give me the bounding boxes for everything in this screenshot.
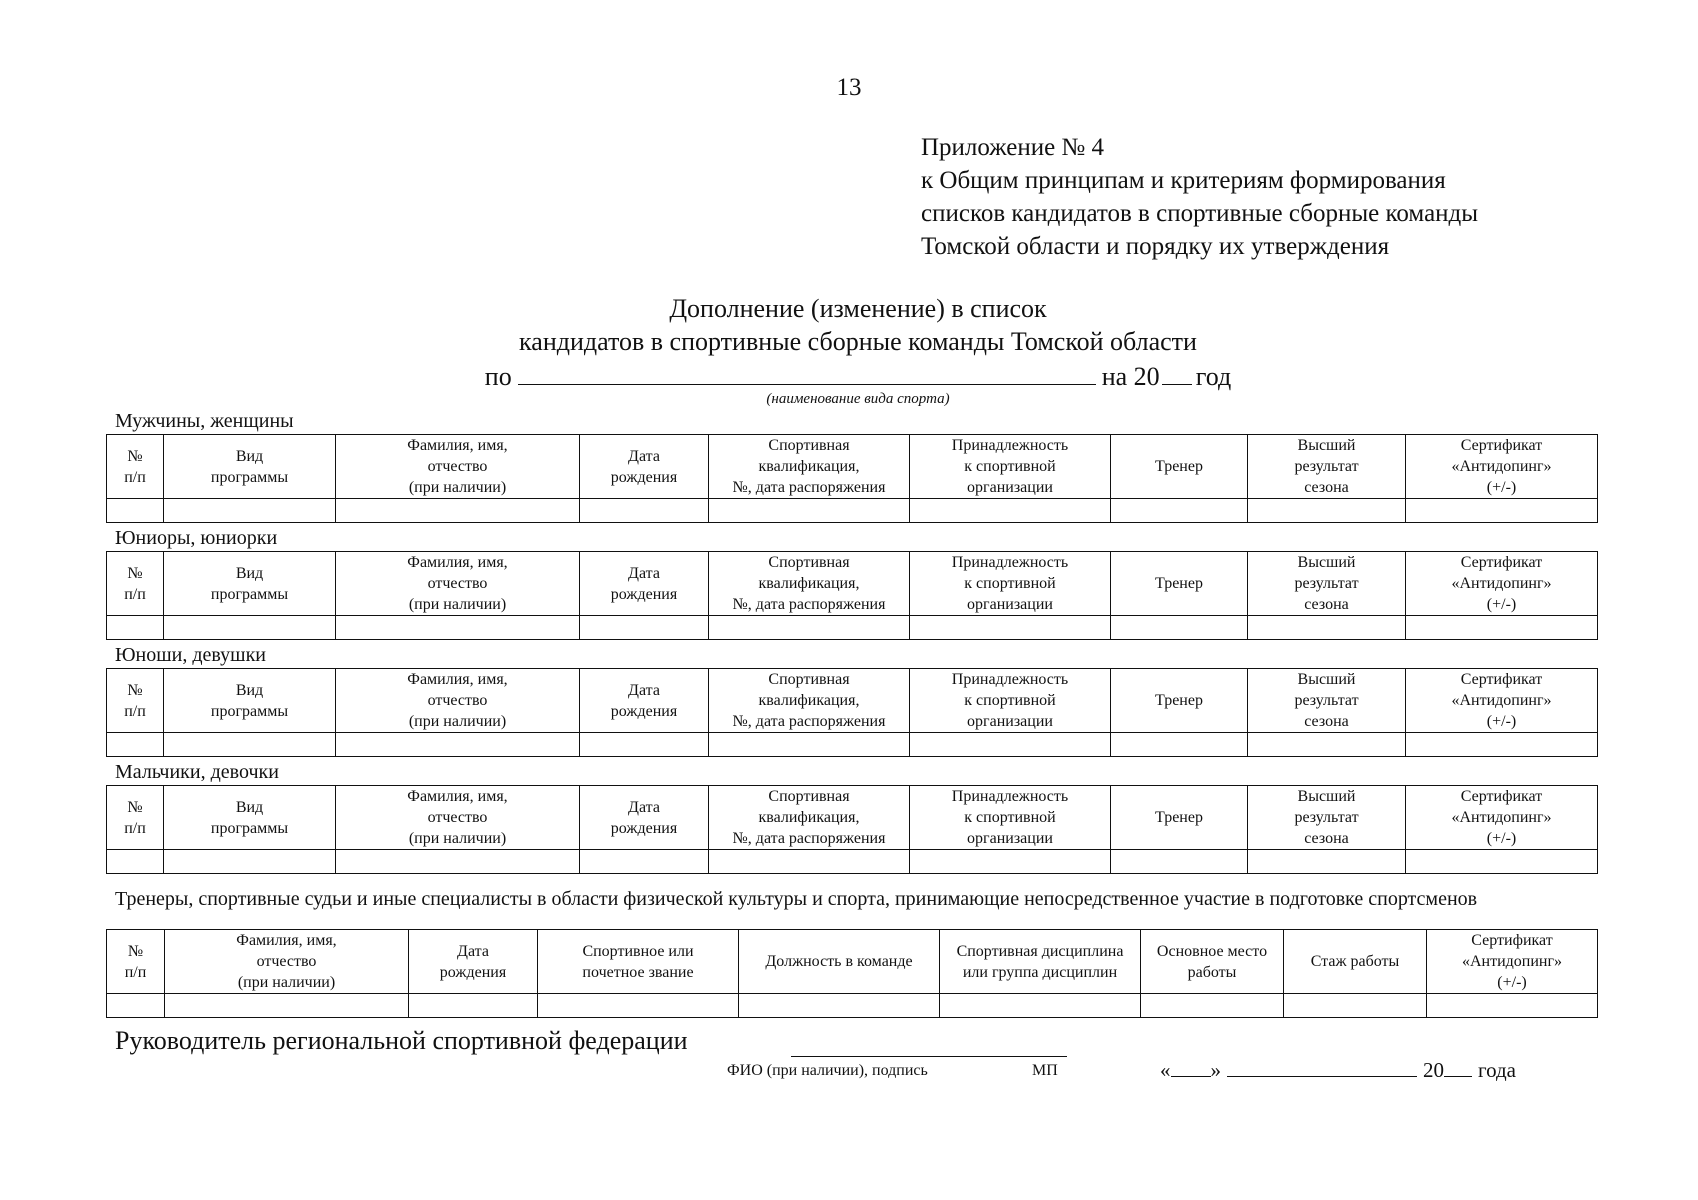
empty-cell[interactable]: [1111, 499, 1248, 523]
col-full-name: Фамилия, имя, отчество (при наличии): [336, 669, 580, 733]
empty-cell[interactable]: [739, 994, 940, 1018]
empty-cell[interactable]: [1427, 994, 1598, 1018]
empty-cell[interactable]: [409, 994, 538, 1018]
col-best-result: Высший результат сезона: [1248, 786, 1406, 850]
year-blank: [1162, 358, 1192, 385]
empty-cell[interactable]: [1248, 616, 1406, 640]
col-antidoping: Сертификат «Антидопинг» (+/-): [1406, 552, 1598, 616]
table-row: [107, 850, 1598, 874]
empty-cell[interactable]: [107, 994, 165, 1018]
empty-cell[interactable]: [1406, 850, 1598, 874]
appendix-line-2: к Общим принципам и критериям формирования: [921, 167, 1446, 194]
col-best-result: Высший результат сезона: [1248, 435, 1406, 499]
signature-label: Руководитель региональной спортивной федерации: [115, 1026, 688, 1055]
empty-cell[interactable]: [580, 733, 709, 757]
table-juniors: [106, 551, 1598, 640]
col-best-result: Высший результат сезона: [1248, 669, 1406, 733]
title-line-3: [0, 358, 1698, 393]
title-year-prefix: на 20: [1101, 362, 1160, 391]
fio-signature-caption: ФИО (при наличии), подпись: [727, 1062, 928, 1079]
col-organization: Принадлежность к спортивной организации: [910, 552, 1111, 616]
col-antidoping: Сертификат «Антидопинг» (+/-): [1427, 930, 1598, 994]
title-line-1: Дополнение (изменение) в список: [669, 294, 1047, 323]
day-blank: [1171, 1058, 1211, 1077]
table-row: [107, 499, 1598, 523]
section-label-juniors: Юниоры, юниорки: [115, 527, 278, 549]
col-full-name: Фамилия, имя, отчество (при наличии): [336, 786, 580, 850]
col-position: Должность в команде: [739, 930, 940, 994]
empty-cell[interactable]: [538, 994, 739, 1018]
appendix-line-4: Томской области и порядку их утверждения: [921, 233, 1390, 260]
date-year-prefix: 20: [1423, 1058, 1444, 1082]
table-men: [106, 434, 1598, 523]
empty-cell[interactable]: [336, 616, 580, 640]
col-birth-date: Дата рождения: [409, 930, 538, 994]
empty-cell[interactable]: [910, 616, 1111, 640]
section-label-men: Мужчины, женщины: [115, 410, 294, 432]
title-po: по: [484, 362, 512, 391]
col-coach: Тренер: [1111, 435, 1248, 499]
table-children: [106, 785, 1598, 874]
empty-cell[interactable]: [1406, 616, 1598, 640]
col-antidoping: Сертификат «Антидопинг» (+/-): [1406, 786, 1598, 850]
col-experience: Стаж работы: [1284, 930, 1427, 994]
section-label-youth: Юноши, девушки: [115, 644, 266, 666]
empty-cell[interactable]: [910, 499, 1111, 523]
stamp-caption: МП: [1032, 1062, 1058, 1079]
document-title: [0, 292, 1698, 393]
empty-cell[interactable]: [1248, 733, 1406, 757]
empty-cell[interactable]: [1284, 994, 1427, 1018]
section-label-trainers: Тренеры, спортивные судьи и иные специалисты в области физической культуры и спорта, принимающие непосредственное участие в подготовке спортсменов: [115, 888, 1478, 910]
sport-name-blank: [518, 358, 1096, 385]
empty-cell[interactable]: [1248, 850, 1406, 874]
empty-cell[interactable]: [1111, 850, 1248, 874]
empty-cell[interactable]: [107, 850, 164, 874]
empty-cell[interactable]: [580, 616, 709, 640]
col-birth-date: Дата рождения: [580, 786, 709, 850]
col-organization: Принадлежность к спортивной организации: [910, 786, 1111, 850]
col-birth-date: Дата рождения: [580, 669, 709, 733]
col-qualification: Спортивная квалификация, №, дата распоряжения: [709, 786, 910, 850]
empty-cell[interactable]: [709, 616, 910, 640]
empty-cell[interactable]: [1111, 616, 1248, 640]
year-blank: [1444, 1058, 1472, 1077]
col-coach: Тренер: [1111, 786, 1248, 850]
signature-blank: [791, 1056, 1067, 1057]
appendix-line-1: Приложение № 4: [921, 134, 1105, 161]
empty-cell[interactable]: [165, 994, 409, 1018]
col-full-name: Фамилия, имя, отчество (при наличии): [336, 435, 580, 499]
date-open-quote: «: [1160, 1058, 1171, 1082]
col-program: Вид программы: [164, 435, 336, 499]
col-discipline: Спортивная дисциплина или группа дисциплин: [940, 930, 1141, 994]
appendix-line-3: списков кандидатов в спортивные сборные команды: [921, 200, 1479, 227]
empty-cell[interactable]: [164, 499, 336, 523]
empty-cell[interactable]: [107, 499, 164, 523]
empty-cell[interactable]: [1406, 499, 1598, 523]
col-qualification: Спортивная квалификация, №, дата распоряжения: [709, 669, 910, 733]
empty-cell[interactable]: [107, 733, 164, 757]
empty-cell[interactable]: [910, 850, 1111, 874]
col-number: № п/п: [107, 552, 164, 616]
empty-cell[interactable]: [1248, 499, 1406, 523]
empty-cell[interactable]: [336, 733, 580, 757]
col-number: № п/п: [107, 786, 164, 850]
col-workplace: Основное место работы: [1141, 930, 1284, 994]
col-coach: Тренер: [1111, 552, 1248, 616]
col-program: Вид программы: [164, 786, 336, 850]
col-organization: Принадлежность к спортивной организации: [910, 435, 1111, 499]
empty-cell[interactable]: [336, 499, 580, 523]
col-birth-date: Дата рождения: [580, 435, 709, 499]
col-organization: Принадлежность к спортивной организации: [910, 669, 1111, 733]
empty-cell[interactable]: [164, 733, 336, 757]
empty-cell[interactable]: [910, 733, 1111, 757]
date-year-suffix: года: [1478, 1058, 1516, 1082]
title-line-2: кандидатов в спортивные сборные команды Томской области: [519, 327, 1197, 356]
date-close-quote: »: [1210, 1058, 1221, 1082]
sport-name-hint: (наименование вида спорта): [766, 391, 950, 407]
col-program: Вид программы: [164, 552, 336, 616]
col-full-name: Фамилия, имя, отчество (при наличии): [336, 552, 580, 616]
col-program: Вид программы: [164, 669, 336, 733]
empty-cell[interactable]: [580, 499, 709, 523]
empty-cell[interactable]: [1141, 994, 1284, 1018]
col-antidoping: Сертификат «Антидопинг» (+/-): [1406, 669, 1598, 733]
empty-cell[interactable]: [709, 499, 910, 523]
table-trainers: [106, 929, 1598, 1018]
col-title: Спортивное или почетное звание: [538, 930, 739, 994]
page-number: 13: [836, 74, 862, 101]
col-coach: Тренер: [1111, 669, 1248, 733]
col-full-name: Фамилия, имя, отчество (при наличии): [165, 930, 409, 994]
empty-cell[interactable]: [940, 994, 1141, 1018]
empty-cell[interactable]: [709, 733, 910, 757]
col-birth-date: Дата рождения: [580, 552, 709, 616]
month-blank: [1227, 1058, 1417, 1077]
title-year-suffix: год: [1195, 362, 1232, 391]
col-number: № п/п: [107, 669, 164, 733]
table-row: [107, 733, 1598, 757]
section-label-children: Мальчики, девочки: [115, 761, 279, 783]
col-number: № п/п: [107, 930, 165, 994]
empty-cell[interactable]: [164, 616, 336, 640]
col-qualification: Спортивная квалификация, №, дата распоряжения: [709, 552, 910, 616]
col-antidoping: Сертификат «Антидопинг» (+/-): [1406, 435, 1598, 499]
table-row: [107, 994, 1598, 1018]
col-qualification: Спортивная квалификация, №, дата распоряжения: [709, 435, 910, 499]
date-field: [1160, 1058, 1516, 1083]
appendix-header: [921, 131, 1478, 263]
table-youth: [106, 668, 1598, 757]
empty-cell[interactable]: [580, 850, 709, 874]
empty-cell[interactable]: [336, 850, 580, 874]
empty-cell[interactable]: [709, 850, 910, 874]
col-number: № п/п: [107, 435, 164, 499]
empty-cell[interactable]: [164, 850, 336, 874]
table-row: [107, 616, 1598, 640]
empty-cell[interactable]: [107, 616, 164, 640]
col-best-result: Высший результат сезона: [1248, 552, 1406, 616]
empty-cell[interactable]: [1111, 733, 1248, 757]
empty-cell[interactable]: [1406, 733, 1598, 757]
